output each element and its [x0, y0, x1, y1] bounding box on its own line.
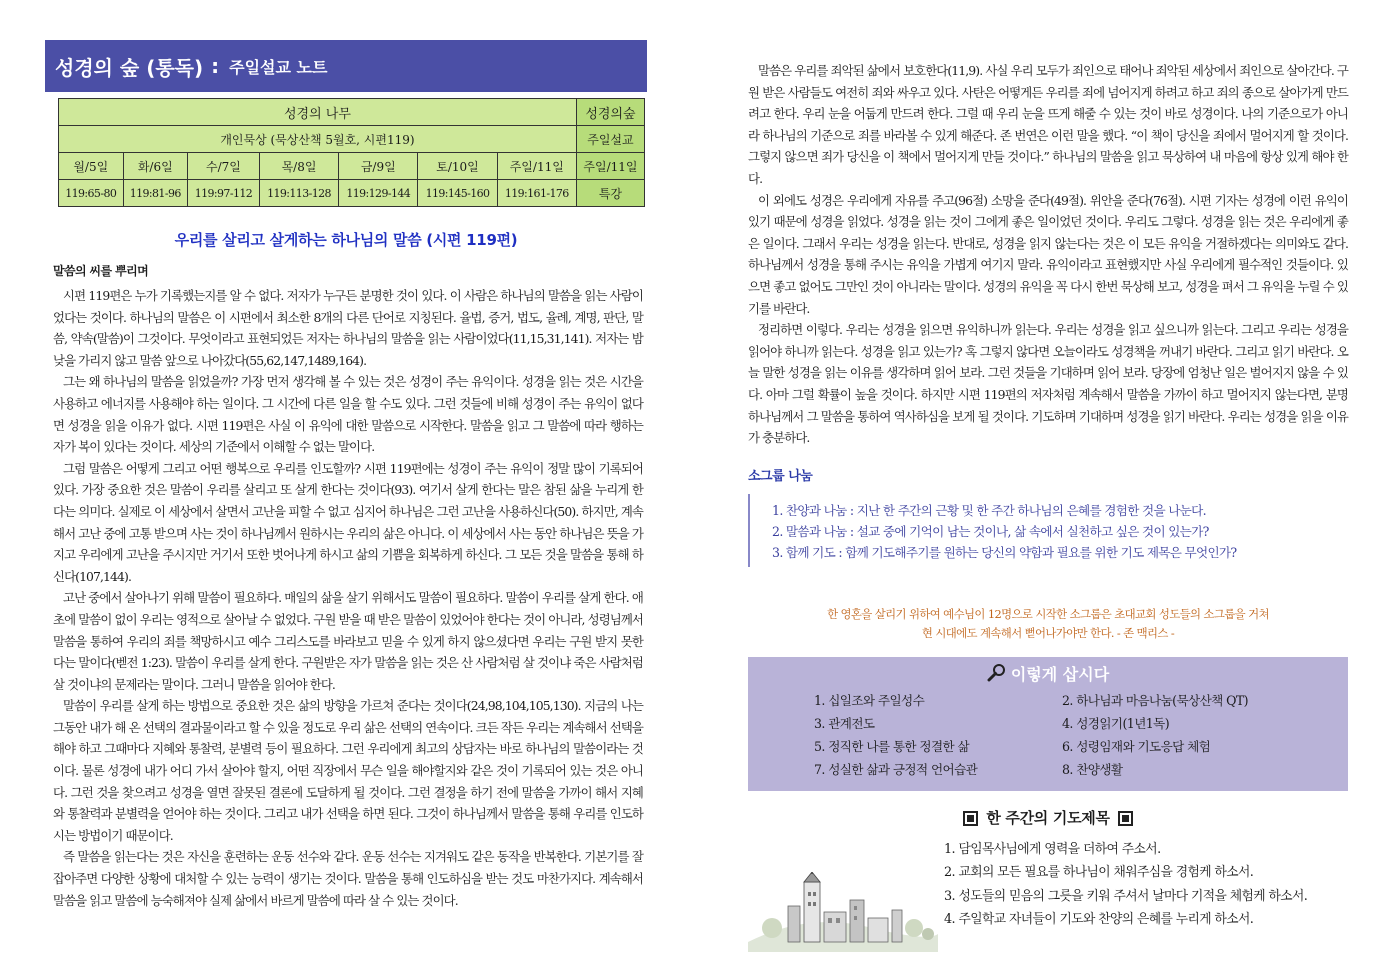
live-item: 4. 성경읽기(1년1독) [1062, 715, 1170, 731]
plan-personal-meditation: 개인묵상 (묵상산책 5월호, 시편119) [59, 126, 577, 153]
church-town-illustration [748, 872, 938, 952]
small-group-item: 3. 함께 기도 : 함께 기도해주기를 원하는 당신의 약함과 필요를 위한 기도 제목은 무엇인가? [772, 544, 1237, 560]
sermon-paragraph: 그럼 말씀은 어떻게 그리고 어떤 행복으로 우리를 인도할까? 시편 119편에는 성경이 주는 유익이 정말 많이 기록되어 있다. 가장 중요한 것은 말씀이 우리를 살리고 또 살게 한다는 것이다(93). 여기서 살게 한다는 말은 참된 삶을 누리게 한다는 의미다. 실제로 이 세상에서 살면서 고난을 피할 수 없고 심지어 하나님은 그런 고난을 사용하신다(50). 하지만, 계속해서 고난 중에 고통 받으며 사는 것이 하나님께서 원하시는 우리의 삶은 아니다. 이 세상에서 사는 동안 하나님은 뜻을 가지고 우리에게 고난을 주시지만 거기서 또한 벗어나게 하시고 삶의 기쁨을 회복하게 하신다. 그 모든 것을 말씀을 통해 하신다(107,144). [53, 460, 643, 584]
title-separator: : [211, 54, 220, 78]
right-column [748, 60, 1348, 938]
square-bullet-icon [1118, 811, 1133, 826]
live-item: 5. 정직한 나를 통한 정결한 삶 [814, 738, 970, 754]
sermon-paragraph: 말씀이 우리를 살게 하는 방법으로 중요한 것은 삶의 방향을 가르쳐 준다는 것이다(24,98,104,105,130). 지금의 나는 그동안 내가 해 온 선택의 결과물이라고 할 수 있을 정도로 우리 삶은 선택의 연속이다. 크든 작든 우리는 계속해서 선택을 해야 하고 그때마다 지혜와 통찰력, 분별력 등이 필요하다. 그런 우리에게 최고의 상담자는 바로 하나님의 말씀이라는 것이다. 물론 성경에 내가 어디 가서 살아야 할지, 어떤 직장에서 무슨 일을 해야할지와 같은 것이 기록되어 있는 것은 아니다. 그런 것을 찾으려고 성경을 열면 잘못된 결론에 도달하게 될 것이다. 그런 결정을 하기 전에 말씀을 가까이 해서 지혜와 통찰력과 분별력을 얻어야 하는 것이다. 그리고 내가 선택을 하면 된다. 그것이 하나님께서 말씀을 통해 우리를 인도하시는 방법이기 때문이다. [53, 698, 643, 843]
plan-reading: 119:65-80 [59, 180, 124, 207]
sermon-paragraph: 고난 중에서 살아나기 위해 말씀이 필요하다. 매일의 삶을 살기 위해서도 말씀이 필요하다. 말씀이 우리를 살게 한다. 애초에 말씀이 없이 우리는 영적으로 살아날 수 없었다. 구원 받을 때 받은 말씀이 있었어야 한다는 것이 아니라, 성령님께서 말씀을 통하여 우리의 죄를 책망하시고 예수 그리스도를 바라보고 믿을 수 있게 하지 않으셨다면 우리는 구원 받지 못한다는 말이다(벧전 1:23). 말씀이 우리를 살게 한다. 구원받은 자가 말씀을 읽는 것은 산 사람처럼 살 것이냐 죽은 사람처럼 살 것이냐의 문제라는 말이다. 그러니 말씀을 읽어야 한다. [53, 590, 643, 692]
prayer-title: 한 주간의 기도제목 [986, 808, 1110, 827]
plan-day: 주일/11일 [576, 153, 644, 180]
sermon-paragraph: 즉 말씀을 읽는다는 것은 자신을 훈련하는 운동 선수와 같다. 운동 선수는 지겨워도 같은 동작을 반복한다. 기본기를 잘 잡아주면 다양한 상황에 대처할 수 있는 능력이 생기는 것이다. 말씀을 통해 인도하심을 받는 것도 마찬가지다. 계속해서 말씀을 읽고 말씀에 능숙해져야 실제 삶에서 바르게 말씀에 따라 살 수 있는 것이다. [53, 849, 643, 908]
prayer-section [748, 838, 1348, 938]
plan-day: 주일/11일 [497, 153, 576, 180]
quote-line: 현 시대에도 계속해서 뻗어나가야만 한다. - 존 맥리스 - [921, 625, 1175, 640]
prayer-heading [748, 807, 1348, 828]
small-group-list [748, 494, 1348, 567]
plan-reading: 119:129-144 [339, 180, 418, 207]
prayer-list [944, 838, 1307, 932]
plan-sunday-sermon: 주일설교 [576, 126, 644, 153]
quote-line: 한 영혼을 살리기 위하여 예수님이 12명으로 시작한 소그룹은 초대교회 성도들의 소그룹을 거쳐 [827, 606, 1269, 621]
plan-day: 목/8일 [259, 153, 338, 180]
live-like-this-box [748, 657, 1348, 791]
prayer-item: 1. 담임목사님에게 영력을 더하여 주소서. [944, 841, 1161, 857]
small-group-heading: 소그룹 나눔 [748, 468, 813, 484]
small-group-item: 1. 찬양과 나눔 : 지난 한 주간의 근황 및 한 주간 하나님의 은혜를 경험한 것을 나눈다. [772, 502, 1206, 518]
plan-reading: 특강 [576, 180, 644, 207]
sermon-paragraph: 시편 119편은 누가 기록했는지를 알 수 없다. 저자가 누구든 분명한 것이 있다. 이 사람은 하나님의 말씀을 읽는 사람이었다는 것이다. 하나님의 말씀은 이 시편에서 최소한 8개의 다른 단어로 지칭된다. 율법, 증거, 법도, 율례, 계명, 판단, 말씀, 약속(말씀)이 그것이다. 무엇이라고 표현되었든 저자는 하나님의 말씀을 읽는 사람이었다(11,15,31,141). 저자는 밤낮을 가리지 않고 말씀 앞으로 나아갔다(55,62,147,1489,164). [53, 288, 643, 368]
live-item: 2. 하나님과 마음나눔(묵상산책 QT) [1062, 692, 1248, 708]
small-group-quote [748, 605, 1348, 643]
plan-reading: 119:113-128 [259, 180, 338, 207]
sermon-title: 우리를 살리고 살게하는 하나님의 말씀 (시편 119편) [174, 231, 518, 249]
plan-day: 금/9일 [339, 153, 418, 180]
sermon-paragraph: 말씀은 우리를 죄악된 삶에서 보호한다(11,9). 사실 우리 모두가 죄인으로 태어나 죄악된 세상에서 죄인으로 살아간다. 구원 받은 사람들도 여전히 죄와 싸우고 있다. 사탄은 어떻게든 우리를 죄에 넘어지게 하려고 하고 죄의 종으로 살아가게 만드려고 한다. 우리 눈을 어둡게 만드려 한다. 그럴 때 우리 눈을 뜨게 해줄 수 있는 것이 바로 성경이다. 나의 기준으로가 아니라 하나님의 기준으로 죄를 바라볼 수 있게 해준다. 존 번연은 이런 말을 했다. “이 책이 당신을 죄에서 멀어지게 할 것이다. 그렇지 않으면 죄가 당신을 이 책에서 멀어지게 만들 것이다.” 하나님의 말씀을 읽고 묵상하여 내 마음에 항상 있게 해야 한다. [748, 63, 1348, 186]
plan-day: 수/7일 [188, 153, 260, 180]
section-heading: 말씀의 씨를 뿌리며 [53, 264, 149, 278]
live-items [748, 689, 1348, 781]
plan-day: 토/10일 [418, 153, 497, 180]
plan-reading: 119:97-112 [188, 180, 260, 207]
plan-reading: 119:81-96 [123, 180, 188, 207]
plan-day: 월/5일 [59, 153, 124, 180]
magnifier-icon [987, 663, 1007, 683]
live-title: 이렇게 삽시다 [1010, 664, 1110, 684]
live-item: 7. 성실한 삶과 긍정적 언어습관 [814, 761, 978, 777]
sermon-paragraph: 정리하면 이렇다. 우리는 성경을 읽으면 유익하니까 읽는다. 우리는 성경을 읽고 싶으니까 읽는다. 그리고 우리는 성경을 읽어야 하니까 읽는다. 성경을 읽고 있는가? 혹 그렇지 않다면 오늘이라도 성경책을 꺼내기 바란다. 그리고 읽기 바란다. 오늘 말한 성경을 읽는 이유를 생각하며 읽어 보라. 그런 것들을 기대하며 읽어 보라. 당장에 엄청난 일은 벌어지지 않을 수 있다. 아마 그럴 확률이 높을 것이다. 하지만 시편 119편의 저자처럼 계속해서 말씀을 가까이 하고 멀어지지 않는다면, 분명 하나님께서 그 말씀을 통하여 역사하심을 보게 될 것이다. 기도하며 기대하며 성경을 읽기 바란다. 우리는 성경을 읽을 이유가 충분하다. [748, 322, 1348, 446]
reading-plan-table [58, 98, 645, 207]
sermon-paragraph: 이 외에도 성경은 우리에게 자유를 주고(96절) 소망을 준다(49절). 위안을 준다(76절). 시편 기자는 성경에 이런 유익이 있기 때문에 성경을 읽었다. 성경을 읽는 것이 그에게 좋은 일이었던 것이다. 우리도 그렇다. 성경을 읽는 것은 우리에게 좋은 일이다. 그래서 우리는 성경을 읽는다. 반대로, 성경을 읽지 않는다는 것은 이 모든 유익을 거절하겠다는 의미와도 같다. 하나님께서 성경을 통해 주시는 유익을 가볍게 여기지 말라. 유익이라고 표현했지만 사실 우리에게 필수적인 것들이다. 있으면 좋고 없어도 그만인 것이 아니라는 말이다. 성경의 유익을 꼭 다시 한번 묵상해 보고, 성경을 펴서 그 유익을 누릴 수 있기를 바란다. [748, 192, 1348, 316]
plan-day: 화/6일 [123, 153, 188, 180]
plan-reading: 119:145-160 [418, 180, 497, 207]
plan-tree-header: 성경의 나무 [59, 99, 577, 126]
title-banner [45, 40, 647, 92]
live-heading [748, 661, 1348, 689]
plan-forest-header: 성경의숲 [576, 99, 644, 126]
prayer-item: 3. 성도들의 믿음의 그릇을 키워 주셔서 날마다 기적을 체험케 하소서. [944, 888, 1308, 904]
sermon-paragraph: 그는 왜 하나님의 말씀을 읽었을까? 가장 먼저 생각해 볼 수 있는 것은 성경이 주는 유익이다. 성경을 읽는 것은 시간을 사용하고 에너지를 사용해야 하는 일이다. 그 시간에 다른 일을 할 수도 있다. 그런 것들에 비해 성경이 주는 유익이 없다면 성경을 읽을 이유가 없다. 시편 119편은 사실 이 유익에 대한 말씀으로 시작한다. 말씀을 읽고 그 말씀에 따라 행하는 자가 복이 있다는 것이다. 세상의 기준에서 이해할 수 없는 말이다. [53, 374, 643, 455]
plan-reading: 119:161-176 [497, 180, 576, 207]
prayer-item: 2. 교회의 모든 필요를 하나님이 채워주심을 경험케 하소서. [944, 865, 1254, 881]
prayer-item: 4. 주일학교 자녀들이 기도와 찬양의 은혜를 누리게 하소서. [944, 912, 1254, 928]
live-item: 3. 관계전도 [814, 715, 875, 731]
live-item: 1. 십일조와 주일성수 [814, 692, 925, 708]
square-bullet-icon [963, 811, 978, 826]
small-group-item: 2. 말씀과 나눔 : 설교 중에 기억이 남는 것이나, 삶 속에서 실천하고 싶은 것이 있는가? [772, 523, 1209, 539]
left-column [45, 40, 647, 911]
page-title: 성경의 숲 (통독) [55, 55, 204, 80]
live-item: 8. 찬양생활 [1062, 761, 1123, 777]
live-item: 6. 성령임재와 기도응답 체험 [1062, 738, 1211, 754]
page-subtitle: 주일설교 노트 [229, 57, 328, 77]
